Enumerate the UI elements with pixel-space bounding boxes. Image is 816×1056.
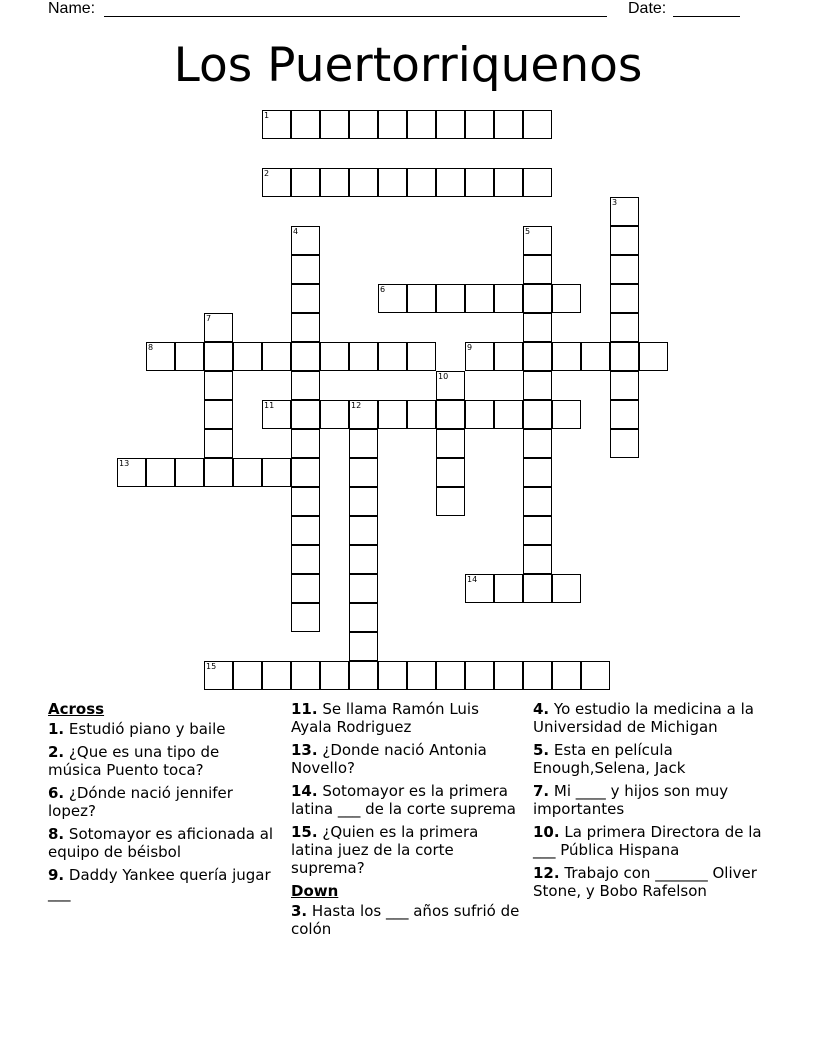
- grid-cell[interactable]: [204, 371, 233, 400]
- grid-cell[interactable]: [378, 110, 407, 139]
- clue-text: La primera Directora de la ___ Pública Hispana: [533, 823, 762, 859]
- grid-cell[interactable]: [523, 110, 552, 139]
- cell-number: 9: [467, 343, 473, 352]
- grid-cell[interactable]: [291, 458, 320, 487]
- grid-cell[interactable]: [320, 342, 349, 371]
- clue-across-15: [291, 823, 523, 877]
- grid-cell[interactable]: [552, 284, 581, 313]
- grid-cell[interactable]: [349, 632, 378, 661]
- grid-cell[interactable]: [291, 516, 320, 545]
- cell-number: 10: [438, 372, 449, 381]
- grid-cell[interactable]: [146, 458, 175, 487]
- grid-cell[interactable]: [639, 342, 668, 371]
- grid-cell[interactable]: [320, 400, 349, 429]
- cell-number: 5: [525, 227, 531, 236]
- grid-cell[interactable]: [581, 661, 610, 690]
- grid-cell[interactable]: [291, 284, 320, 313]
- grid-cell[interactable]: [407, 168, 436, 197]
- grid-cell[interactable]: [523, 255, 552, 284]
- clue-number: 8.: [48, 825, 65, 843]
- grid-cell[interactable]: [436, 400, 465, 429]
- clue-text: Estudió piano y baile: [68, 720, 226, 738]
- clue-text: Daddy Yankee quería jugar ___: [48, 866, 271, 902]
- grid-cell[interactable]: [465, 400, 494, 429]
- cell-number: 6: [380, 285, 386, 294]
- grid-cell[interactable]: [523, 429, 552, 458]
- grid-cell[interactable]: [349, 429, 378, 458]
- grid-cell[interactable]: [407, 342, 436, 371]
- clue-number: 15.: [291, 823, 318, 841]
- grid-cell[interactable]: [291, 168, 320, 197]
- grid-cell[interactable]: [349, 661, 378, 690]
- cell-number: 13: [119, 459, 130, 468]
- cell-number: 4: [293, 227, 299, 236]
- grid-cell[interactable]: [262, 661, 291, 690]
- clues-column-1: [48, 700, 276, 907]
- clue-number: 12.: [533, 864, 560, 882]
- grid-cell[interactable]: [349, 574, 378, 603]
- grid-cell[interactable]: [436, 458, 465, 487]
- grid-cell[interactable]: [378, 342, 407, 371]
- grid-cell[interactable]: [552, 661, 581, 690]
- grid-cell[interactable]: [407, 110, 436, 139]
- grid-cell[interactable]: [175, 342, 204, 371]
- clue-across-14: [291, 782, 523, 818]
- grid-cell[interactable]: [175, 458, 204, 487]
- grid-cell[interactable]: [523, 284, 552, 313]
- grid-cell[interactable]: [465, 110, 494, 139]
- clue-down-4: [533, 700, 783, 736]
- grid-cell[interactable]: [610, 371, 639, 400]
- cell-number: 11: [264, 401, 275, 410]
- grid-cell[interactable]: [523, 342, 552, 371]
- grid-cell[interactable]: [233, 458, 262, 487]
- grid-cell[interactable]: [465, 661, 494, 690]
- grid-cell[interactable]: [320, 661, 349, 690]
- clue-text: Mi ____ y hijos son muy importantes: [533, 782, 729, 818]
- cell-number: 3: [612, 198, 618, 207]
- grid-cell[interactable]: [233, 342, 262, 371]
- clue-number: 2.: [48, 743, 65, 761]
- down-heading: Down: [291, 882, 339, 900]
- clue-number: 13.: [291, 741, 318, 759]
- grid-cell[interactable]: [436, 168, 465, 197]
- clue-text: Sotomayor es la primera latina ___ de la corte suprema: [291, 782, 516, 818]
- grid-cell[interactable]: [349, 545, 378, 574]
- clue-across-8: [48, 825, 276, 861]
- clue-down-10: [533, 823, 783, 859]
- grid-cell[interactable]: [349, 342, 378, 371]
- grid-cell[interactable]: [291, 429, 320, 458]
- grid-cell[interactable]: [349, 110, 378, 139]
- grid-cell[interactable]: [552, 574, 581, 603]
- grid-cell[interactable]: [523, 545, 552, 574]
- grid-cell[interactable]: [320, 110, 349, 139]
- grid-cell[interactable]: [291, 661, 320, 690]
- grid-cell[interactable]: [407, 400, 436, 429]
- grid-cell[interactable]: [610, 226, 639, 255]
- clue-text: Esta en película Enough,Selena, Jack: [533, 741, 686, 777]
- grid-cell[interactable]: [378, 661, 407, 690]
- clue-across-13: [291, 741, 523, 777]
- grid-cell[interactable]: [610, 255, 639, 284]
- clues-column-3: [533, 700, 783, 905]
- across-heading: Across: [48, 700, 105, 718]
- clue-down-3: [291, 902, 523, 938]
- clue-text: ¿Donde nació Antonia Novello?: [291, 741, 487, 777]
- grid-cell[interactable]: [291, 545, 320, 574]
- grid-cell[interactable]: [552, 400, 581, 429]
- grid-cell[interactable]: [523, 313, 552, 342]
- grid-cell[interactable]: [378, 400, 407, 429]
- grid-cell[interactable]: [291, 400, 320, 429]
- clue-across-9: [48, 866, 276, 902]
- grid-cell[interactable]: [610, 342, 639, 371]
- grid-cell[interactable]: [494, 342, 523, 371]
- clue-text: Yo estudio la medicina a la Universidad de Michigan: [533, 700, 754, 736]
- grid-cell[interactable]: [581, 342, 610, 371]
- grid-cell[interactable]: [523, 574, 552, 603]
- clue-number: 9.: [48, 866, 65, 884]
- grid-cell[interactable]: [378, 168, 407, 197]
- grid-cell[interactable]: [436, 110, 465, 139]
- grid-cell[interactable]: [494, 400, 523, 429]
- clue-number: 11.: [291, 700, 318, 718]
- cell-number: 8: [148, 343, 154, 352]
- clue-number: 7.: [533, 782, 550, 800]
- clue-number: 1.: [48, 720, 65, 738]
- clue-across-1: [48, 720, 276, 738]
- grid-cell[interactable]: [523, 371, 552, 400]
- grid-cell[interactable]: [407, 284, 436, 313]
- grid-cell[interactable]: [523, 458, 552, 487]
- clue-text: Se llama Ramón Luis Ayala Rodriguez: [291, 700, 479, 736]
- puzzle-title: Los Puertorriquenos: [173, 38, 643, 93]
- clue-text: Sotomayor es aficionada al equipo de béisbol: [48, 825, 274, 861]
- clue-text: ¿Que es una tipo de música Puento toca?: [48, 743, 220, 779]
- cell-number: 12: [351, 401, 362, 410]
- grid-cell[interactable]: [233, 661, 262, 690]
- grid-cell[interactable]: [291, 603, 320, 632]
- grid-cell[interactable]: [349, 487, 378, 516]
- grid-cell[interactable]: [204, 458, 233, 487]
- grid-cell[interactable]: [349, 603, 378, 632]
- grid-cell[interactable]: [610, 284, 639, 313]
- grid-cell[interactable]: [436, 661, 465, 690]
- grid-cell[interactable]: [465, 284, 494, 313]
- clue-number: 14.: [291, 782, 318, 800]
- grid-cell[interactable]: [523, 487, 552, 516]
- grid-cell[interactable]: [523, 168, 552, 197]
- grid-cell[interactable]: [291, 110, 320, 139]
- grid-cell[interactable]: [204, 429, 233, 458]
- grid-cell[interactable]: [291, 487, 320, 516]
- grid-cell[interactable]: [436, 487, 465, 516]
- cell-number: 7: [206, 314, 212, 323]
- grid-cell[interactable]: [523, 400, 552, 429]
- grid-cell[interactable]: [407, 661, 436, 690]
- clue-down-12: [533, 864, 783, 900]
- clue-number: 6.: [48, 784, 65, 802]
- clue-across-6: [48, 784, 276, 820]
- cell-number: 2: [264, 169, 270, 178]
- grid-cell[interactable]: [291, 574, 320, 603]
- clue-down-7: [533, 782, 783, 818]
- grid-cell[interactable]: [523, 661, 552, 690]
- clue-text: ¿Dónde nació jennifer lopez?: [48, 784, 233, 820]
- grid-cell[interactable]: [465, 168, 494, 197]
- grid-cell[interactable]: [610, 400, 639, 429]
- grid-cell[interactable]: [436, 429, 465, 458]
- grid-cell[interactable]: [262, 458, 291, 487]
- grid-cell[interactable]: [204, 400, 233, 429]
- clue-text: ¿Quien es la primera latina juez de la corte suprema?: [291, 823, 479, 877]
- clue-text: Trabajo con _______ Oliver Stone, y Bobo Rafelson: [533, 864, 757, 900]
- clue-across-2: [48, 743, 276, 779]
- date-label: Date:: [628, 0, 667, 17]
- cell-number: 1: [264, 111, 270, 120]
- grid-cell[interactable]: [349, 458, 378, 487]
- grid-cell[interactable]: [494, 661, 523, 690]
- grid-cell[interactable]: [436, 284, 465, 313]
- grid-cell[interactable]: [320, 168, 349, 197]
- clue-number: 10.: [533, 823, 560, 841]
- clue-down-5: [533, 741, 783, 777]
- grid-cell[interactable]: [523, 516, 552, 545]
- clue-number: 4.: [533, 700, 550, 718]
- grid-cell[interactable]: [610, 429, 639, 458]
- clue-number: 5.: [533, 741, 550, 759]
- grid-cell[interactable]: [494, 168, 523, 197]
- grid-cell[interactable]: [291, 313, 320, 342]
- name-label: Name:: [48, 0, 96, 17]
- cell-number: 15: [206, 662, 217, 671]
- grid-cell[interactable]: [349, 168, 378, 197]
- grid-cell[interactable]: [552, 342, 581, 371]
- grid-cell[interactable]: [610, 313, 639, 342]
- grid-cell[interactable]: [204, 342, 233, 371]
- grid-cell[interactable]: [349, 516, 378, 545]
- clue-text: Hasta los ___ años sufrió de colón: [291, 902, 520, 938]
- clues-column-2: [291, 700, 523, 943]
- grid-cell[interactable]: [291, 342, 320, 371]
- grid-cell[interactable]: [494, 284, 523, 313]
- grid-cell[interactable]: [494, 110, 523, 139]
- grid-cell[interactable]: [291, 371, 320, 400]
- grid-cell[interactable]: [494, 574, 523, 603]
- clue-across-11: [291, 700, 523, 736]
- grid-cell[interactable]: [291, 255, 320, 284]
- clue-number: 3.: [291, 902, 308, 920]
- grid-cell[interactable]: [262, 342, 291, 371]
- cell-number: 14: [467, 575, 478, 584]
